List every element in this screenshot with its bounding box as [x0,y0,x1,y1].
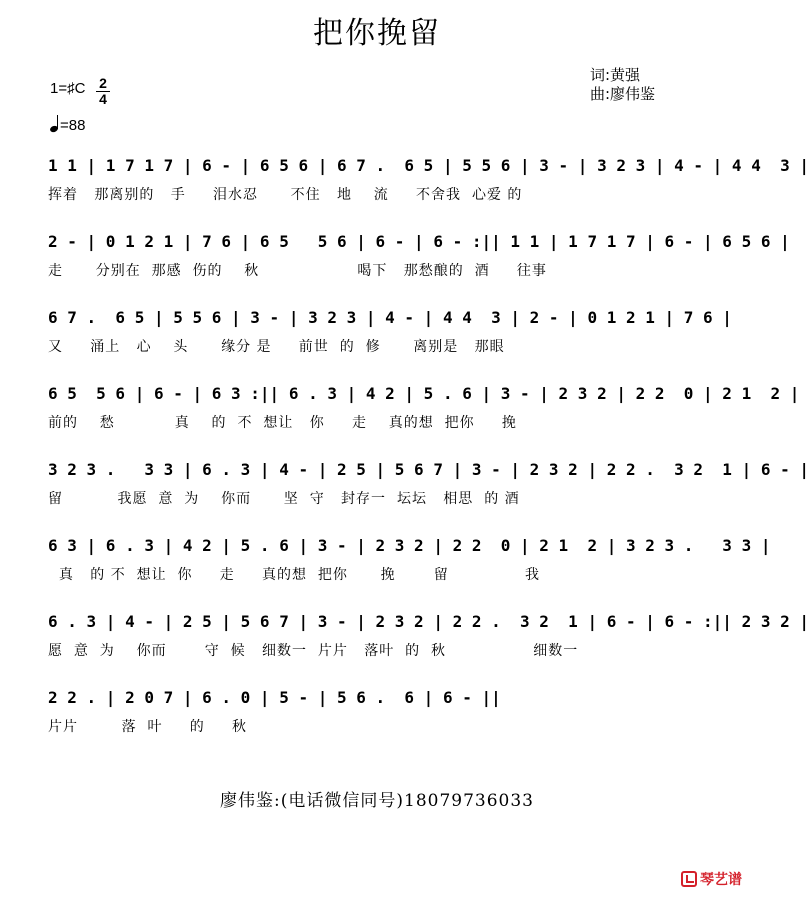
notation-line: 2 - | 0 1 2 1 | 7 6 | 6 5 5 6 | 6 - | 6 - :|| 1 1 | 1 7 1 7 | 6 - | 6 5 6 | [48,232,790,251]
tempo-value: =88 [60,117,86,134]
lyricist-credit: 词:黄强 [590,66,641,84]
score-system-6 [48,536,771,583]
site-watermark [681,869,742,889]
score-system-7 [48,612,809,659]
logo-icon [681,871,697,887]
notation-line: 1 1 | 1 7 1 7 | 6 - | 6 5 6 | 6 7 . 6 5 | 5 5 6 | 3 - | 3 2 3 | 4 - | 4 4 3 | [48,156,809,175]
score-system-1 [48,156,809,203]
lyrics-line: 片片 落 叶 的 秋 [48,719,248,735]
time-signature-bottom: 4 [96,91,110,107]
composer-credit: 曲:廖伟鉴 [590,85,656,103]
credits [590,66,655,104]
lyrics-line: 挥着 那离别的 手 泪水忍 不住 地 流 不舍我 心爱 的 [48,187,523,203]
watermark-text: 琴艺谱 [700,872,742,888]
notation-line: 6 3 | 6 . 3 | 4 2 | 5 . 6 | 3 - | 2 3 2 | 2 2 0 | 2 1 2 | 3 2 3 . 3 3 | [48,536,771,555]
score-system-4 [48,384,800,431]
song-title: 把你挽留 [313,16,441,51]
score-system-5 [48,460,809,507]
lyrics-line: 愿 意 为 你而 守 候 细数一 片片 落叶 的 秋 细数一 [48,643,579,659]
lyrics-line: 留 我愿 意 为 你而 坚 守 封存一 坛坛 相思 的 酒 [48,491,520,507]
tempo-marking [50,116,85,134]
notation-line: 3 2 3 . 3 3 | 6 . 3 | 4 - | 2 5 | 5 6 7 | 3 - | 2 3 2 | 2 2 . 3 2 1 | 6 - | [48,460,809,479]
lyrics-line: 真 的 不 想让 你 走 真的想 把你 挽 留 我 [48,567,541,583]
lyrics-line: 又 涌上 心 头 缘分 是 前世 的 修 离别是 那眼 [48,339,505,355]
key-signature: 1=♯C [50,80,86,97]
score-system-3 [48,308,732,355]
notation-line: 6 7 . 6 5 | 5 5 6 | 3 - | 3 2 3 | 4 - | 4 4 3 | 2 - | 0 1 2 1 | 7 6 | [48,308,732,327]
notation-line: 6 . 3 | 4 - | 2 5 | 5 6 7 | 3 - | 2 3 2 | 2 2 . 3 2 1 | 6 - | 6 - :|| 2 3 2 | [48,612,809,631]
lyrics-line: 前的 愁 真 的 不 想让 你 走 真的想 把你 挽 [48,415,517,431]
notation-line: 6 5 5 6 | 6 - | 6 3 :|| 6 . 3 | 4 2 | 5 . 6 | 3 - | 2 3 2 | 2 2 0 | 2 1 2 | [48,384,800,403]
score-system-8 [48,688,698,735]
time-signature [96,76,110,107]
score-system-2 [48,232,790,279]
notation-line: 2 2 . | 2 0 7 | 6 . 0 | 5 - | 5 6 . 6 | 6 - || [48,688,501,707]
contact-line: 廖伟鉴:(电话微信同号)18079736033 [220,791,534,811]
lyrics-line: 走 分别在 那感 伤的 秋 喝下 那愁酿的 酒 往事 [48,263,547,279]
quarter-note-icon [50,116,60,132]
time-signature-top: 2 [99,75,107,91]
